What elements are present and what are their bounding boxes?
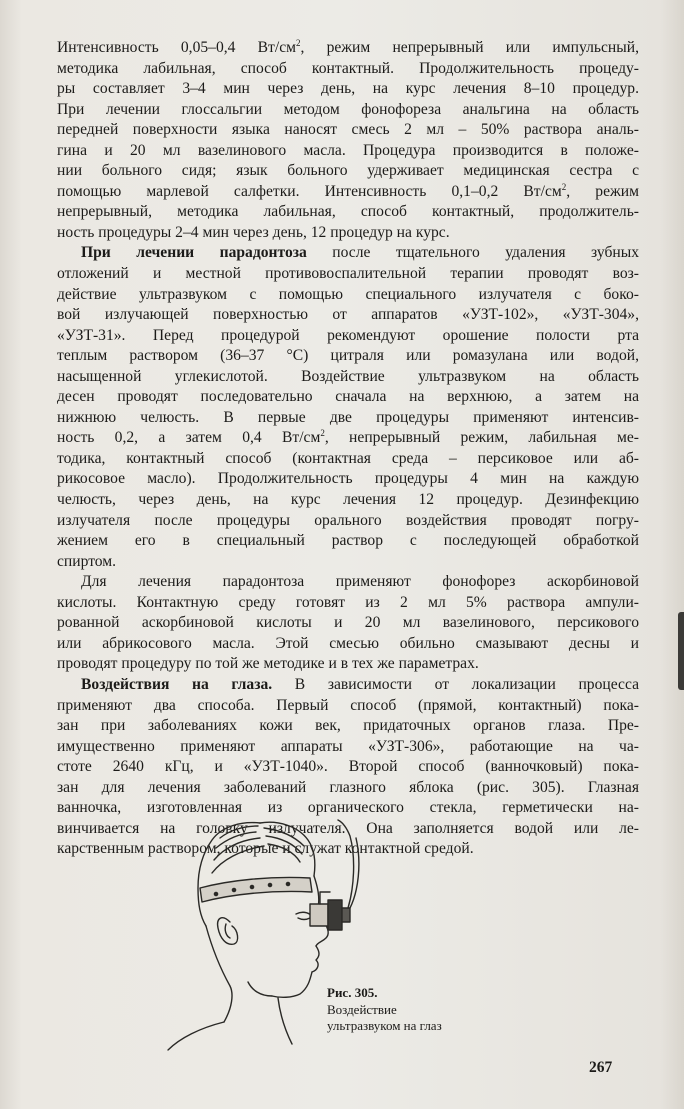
text-line: винчивается на головку излучателя. Она заполняется водой или ле-	[57, 819, 639, 837]
text-line: имущественно применяют аппараты «УЗТ-306», работающие на ча-	[57, 737, 639, 755]
text-line: карственным раствором, которые и служат контактной средой.	[57, 840, 474, 858]
text-line: или абрикосового масла. Этой смесью обильно смазывают десны и	[57, 634, 639, 652]
text-line	[57, 675, 639, 696]
text-line: спиртом.	[57, 552, 117, 570]
text-line: непрерывный, методика лабильная, способ контактный, продолжитель-	[57, 203, 639, 221]
text-line: проводят процедуру по той же методике и в тех же параметрах.	[57, 655, 479, 673]
page-edge-tab	[678, 612, 684, 690]
text-line: рикосовое масло). Продолжительность процедуры 4 мин на каждую	[57, 470, 639, 488]
text-line: зан при заболеваниях кожи век, придаточных органов глаза. Пре-	[57, 717, 639, 735]
text-line: ры составляет 3–4 мин через день, на курс лечения 8–10 процедур.	[57, 80, 639, 98]
text-line: нижнюю челюсть. В первые две процедуры применяют интенсив-	[57, 408, 639, 426]
text-line: гина и 20 мл вазелинового масла. Процедура производится в положе-	[57, 141, 639, 159]
text-line: передней поверхности языка наносят смесь 2 мл – 50% раствора аналь-	[57, 121, 639, 139]
text-line: зан для лечения заболеваний глазного яблока (рис. 305). Глазная	[57, 778, 639, 796]
text-line: тодика, контактный способ (контактная среда – персиковое или аб-	[57, 449, 639, 467]
text-line: стоте 2640 кГц, и «УЗТ-1040». Второй способ (ванночковый) пока-	[57, 758, 639, 776]
caption-title: Рис. 305.	[327, 985, 378, 1000]
text-line: жением его в специальный раствор с последующей обработкой	[57, 532, 639, 550]
caption-text: Воздействие	[327, 1001, 397, 1017]
body-text	[57, 38, 639, 860]
text-line: насыщенной углекислотой. Воздействие ультразвуком на область	[57, 367, 639, 385]
text-line: ность процедуры 2–4 мин через день, 12 процедур на курс.	[57, 223, 450, 241]
superscript: 2	[295, 38, 301, 48]
page-number: 267	[589, 1059, 613, 1076]
paragraph-lead: При лечении парадонтоза	[81, 244, 307, 262]
superscript: 2	[320, 428, 325, 439]
text-run: после тщательного удаления зубных	[306, 244, 639, 262]
caption-text: ультразвуком на глаз	[327, 1018, 442, 1033]
text-line: помощью марлевой салфетки. Интенсивность 0,1–0,2 $Вт/см^2$, режим	[57, 181, 639, 200]
text-line: Интенсивность 0,05–0,4 $Вт/см^2$, режим непрерывный или импульсный,	[57, 38, 639, 56]
superscript: 2	[561, 181, 567, 192]
text-line: кислоты. Контактную среду готовят из 2 мл 5% раствора ампули-	[57, 593, 639, 611]
text-line: ность 0,2, а затем 0,4 $Вт/см^2$, непрерывный режим, лабильная ме-	[57, 428, 639, 447]
text-line: десен проводят последовательно сначала на верхнюю, а затем на	[57, 388, 639, 406]
paragraph-lead: Воздействия на глаза.	[81, 675, 273, 693]
text-line	[57, 243, 639, 264]
text-line: методика лабильная, способ контактный. Продолжительность процеду-	[57, 59, 639, 77]
text-line: отложений и местной противовоспалительной терапии проводят воз-	[57, 265, 639, 283]
text-line: При лечении глоссальгии методом фонофореза анальгина на область	[57, 100, 639, 118]
text-line: применяют два способа. Первый способ (прямой, контактный) пока-	[57, 696, 639, 714]
text-line: Для лечения парадонтоза применяют фонофорез аскорбиновой	[81, 573, 639, 591]
text-line: излучателя после процедуры орального воздействия проводят погру-	[57, 511, 639, 529]
text-run: В зависимости от локализации процесса	[272, 675, 639, 693]
text-line: ванночка, изготовленная из органического стекла, герметически на-	[57, 799, 639, 817]
text-line: «УЗТ-31». Перед процедурой рекомендуют орошение полости рта	[57, 326, 639, 344]
text-line: челюсть, через день, на курс лечения 12 процедур. Дезинфекцию	[57, 491, 639, 509]
text-line: действие ультразвуком с помощью специального излучателя с боко-	[57, 285, 639, 303]
text-line: теплым раствором (36–37 °С) цитраля или ромазулана или водой,	[57, 347, 639, 365]
text-line: нии больного сидя; язык больного удерживает медицинская сестра с	[57, 162, 639, 180]
text-line: вой излучающей поверхностью от аппаратов «УЗТ-102», «УЗТ-304»,	[57, 306, 639, 324]
figure-caption	[327, 985, 497, 1035]
text-line: рованной аскорбиновой кислоты и 20 мл вазелинового, персикового	[57, 614, 639, 632]
